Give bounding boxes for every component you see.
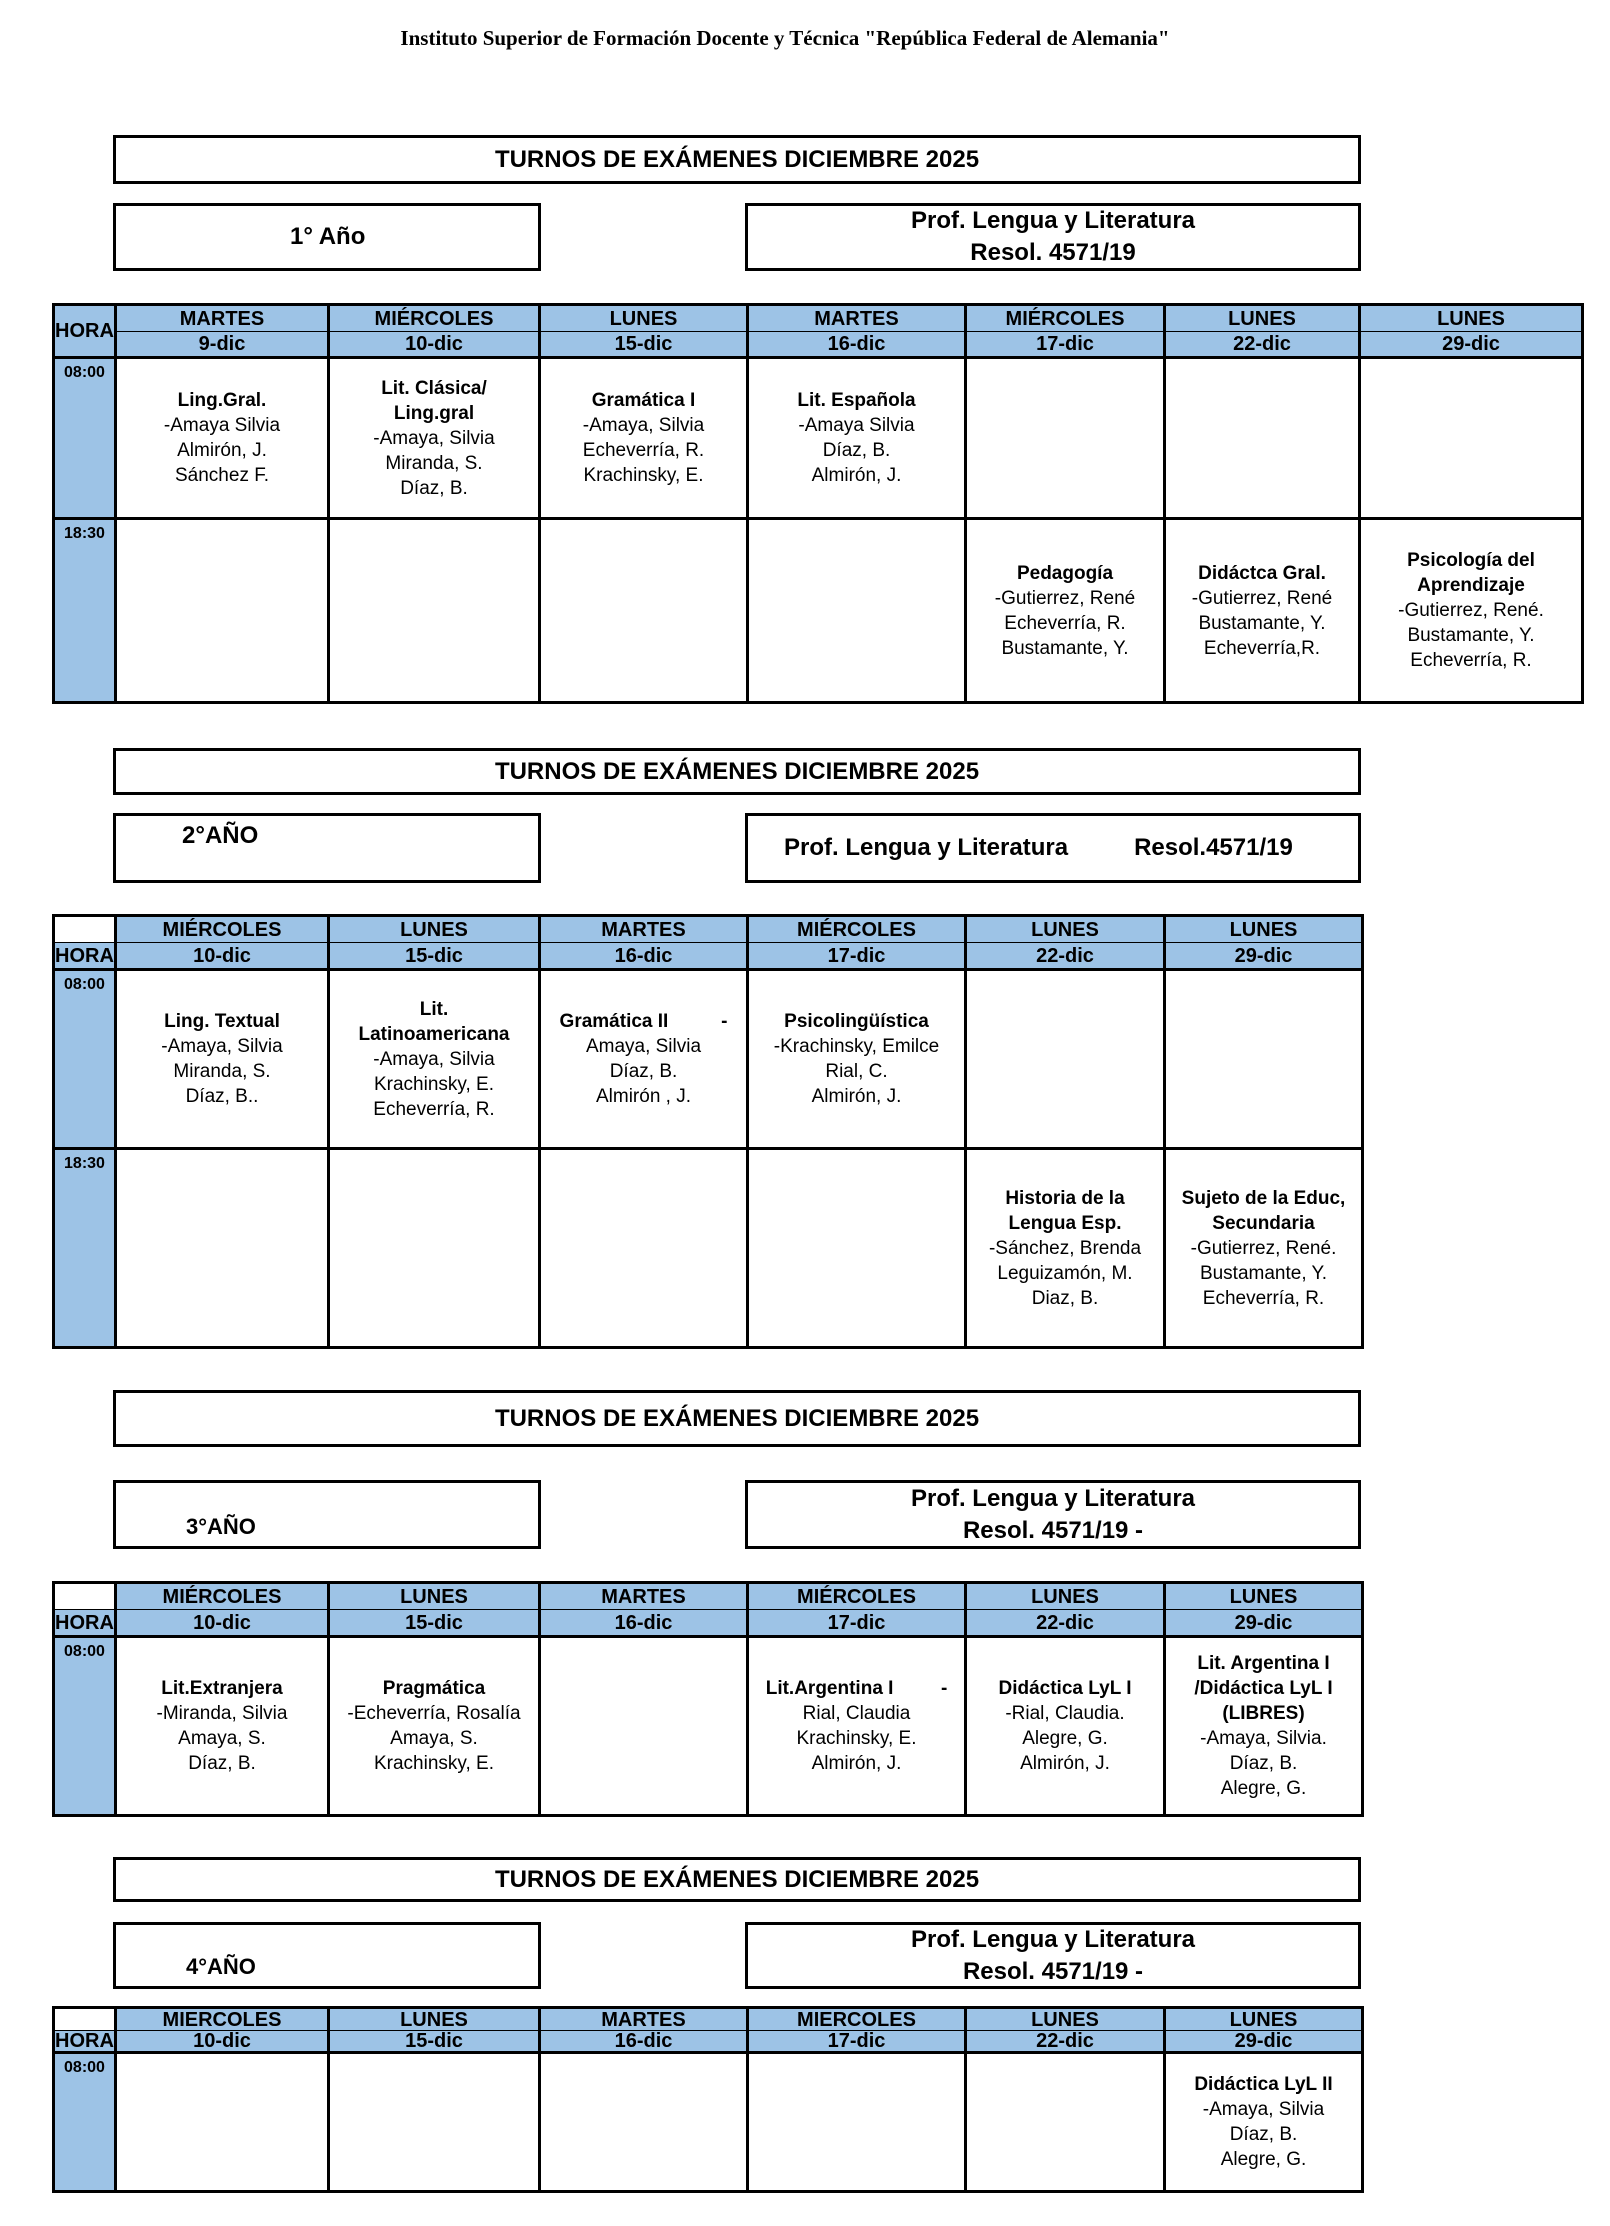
examiner: -Miranda, Silvia: [156, 1703, 288, 1724]
examiner: Echeverría, R.: [373, 1098, 495, 1120]
subject-name: (LIBRES): [1222, 1703, 1305, 1724]
time-slot: 08:00: [54, 970, 116, 1149]
day-header: LUNES: [966, 916, 1165, 943]
exam-cell-empty: [966, 2053, 1165, 2192]
day-header: LUNES: [1165, 305, 1360, 332]
exam-cell-empty: [116, 519, 329, 703]
date-header: 22-dic: [966, 943, 1165, 970]
examiner: -Krachinsky, Emilce: [773, 1036, 940, 1057]
examiner: Krachinsky, E.: [373, 1073, 495, 1095]
subject-name: Didáctica LyL II: [1194, 2074, 1333, 2095]
exam-cell-empty: [329, 2053, 540, 2192]
year-text: 3°AÑO: [186, 1514, 256, 1539]
subject-name: Historia de la: [1005, 1187, 1125, 1209]
examiner: Alegre, G.: [1220, 2149, 1307, 2170]
examiner: -Echeverría, Rosalía: [347, 1703, 521, 1724]
examiner: -Amaya Silvia: [798, 415, 915, 436]
examiner: -Gutierrez, René.: [1398, 600, 1544, 621]
exam-cell-empty: [116, 2053, 329, 2192]
day-header: MARTES: [748, 305, 966, 332]
exam-cell-empty: [540, 519, 748, 703]
examiner: Krachinsky, E.: [583, 465, 704, 486]
date-header: 10-dic: [116, 2031, 329, 2053]
examiner: Almirón, J.: [811, 1086, 902, 1107]
career-name: Prof. Lengua y Literatura: [910, 1925, 1196, 1953]
date-header: 15-dic: [329, 2031, 540, 2053]
examiner: Echeverría, R.: [1004, 612, 1126, 634]
time-slot: 18:30: [54, 1149, 116, 1348]
exam-cell: [116, 1637, 329, 1816]
subject-name: Secundaria: [1212, 1212, 1315, 1234]
day-header: MIÉRCOLES: [748, 916, 966, 943]
day-header: MIÉRCOLES: [116, 916, 329, 943]
career-box: [745, 1480, 1361, 1549]
hora-header: HORA: [54, 1610, 116, 1637]
day-header: MARTES: [540, 2008, 748, 2031]
subject-name: Psicolingüística: [784, 1011, 929, 1032]
day-header: LUNES: [966, 2008, 1165, 2031]
year-label: [113, 813, 541, 883]
subject-name: Sujeto de la Educ,: [1181, 1187, 1346, 1209]
examiner: Díaz, B.: [1229, 1753, 1298, 1774]
exam-cell-empty: [540, 1149, 748, 1348]
subject-name: Didáctica LyL I: [998, 1678, 1132, 1699]
subject-name: Lit.: [419, 998, 449, 1020]
date-header: 29-dic: [1165, 1610, 1363, 1637]
date-header: 22-dic: [966, 2031, 1165, 2053]
day-header: LUNES: [540, 305, 748, 332]
examiner: -Sánchez, Brenda: [988, 1237, 1142, 1259]
day-header: MIERCOLES: [116, 2008, 329, 2031]
exam-cell: [966, 1149, 1165, 1348]
exam-cell-empty: [966, 970, 1165, 1149]
exam-cell: [966, 519, 1165, 703]
institute-header: Instituto Superior de Formación Docente y Técnica "República Federal de Alemania": [400, 26, 1170, 50]
date-header: 15-dic: [540, 332, 748, 358]
subject-name: Ling.gral: [393, 402, 475, 424]
exam-cell-empty: [748, 2053, 966, 2192]
subject-name: Pedagogía: [1016, 562, 1114, 584]
examiner: Echeverría, R.: [582, 440, 705, 461]
exam-cell-empty: [540, 1637, 748, 1816]
date-header: 9-dic: [116, 332, 329, 358]
subject-name: Ling.Gral.: [177, 390, 267, 411]
career-resolution: Resol. 4571/19 -: [962, 1516, 1144, 1544]
examiner: Díaz, B.: [1229, 2124, 1298, 2145]
examiner: Díaz, B.: [188, 1753, 256, 1774]
exam-cell: [116, 970, 329, 1149]
date-header: 22-dic: [1165, 332, 1360, 358]
examiner: -Gutierrez, René: [994, 587, 1136, 609]
hora-header: HORA: [55, 2030, 114, 2052]
year-text: 1° Año: [290, 223, 366, 250]
exam-cell-empty: [1360, 358, 1583, 519]
date-header: 17-dic: [748, 943, 966, 970]
examiner: -Amaya, Silvia: [582, 415, 705, 436]
examiner: -Gutierrez, René: [1191, 587, 1333, 609]
date-header: 15-dic: [329, 943, 540, 970]
examiner: Leguizamón, M.: [997, 1262, 1133, 1284]
exam-cell: [1165, 1637, 1363, 1816]
date-header: 16-dic: [540, 1610, 748, 1637]
subject-name: Ling. Textual: [164, 1011, 280, 1032]
year-label: [113, 1922, 541, 1989]
schedule-table: [52, 914, 1364, 1349]
date-header: 29-dic: [1165, 943, 1363, 970]
time-slot: 08:00: [54, 1637, 116, 1816]
date-header: 10-dic: [116, 1610, 329, 1637]
subject-name: Gramática II -: [559, 1011, 728, 1032]
examiner: Amaya, Silvia: [585, 1036, 702, 1057]
examiner: -Amaya, Silvia: [373, 1048, 495, 1070]
exam-cell: [748, 1637, 966, 1816]
examiner: Echeverría,R.: [1203, 637, 1321, 659]
date-header: 16-dic: [540, 2031, 748, 2053]
exam-cell: [748, 970, 966, 1149]
exam-cell-empty: [329, 519, 540, 703]
exam-cell: [329, 970, 540, 1149]
examiner: Miranda, S.: [385, 452, 483, 474]
date-header: 29-dic: [1165, 2031, 1363, 2053]
career-name: Prof. Lengua y Literatura: [784, 834, 1069, 861]
examiner: Almirón, J.: [177, 440, 267, 461]
exam-cell: [540, 970, 748, 1149]
examiner: Echeverría, R.: [1202, 1287, 1325, 1309]
examiner: Rial, Claudia: [802, 1703, 911, 1724]
subject-name: Lit.Argentina I -: [765, 1678, 948, 1699]
exam-cell: [748, 358, 966, 519]
date-header: 17-dic: [748, 1610, 966, 1637]
block-title: TURNOS DE EXÁMENES DICIEMBRE 2025: [113, 1857, 1361, 1902]
schedule-table: [52, 303, 1584, 704]
year-label: [113, 203, 541, 271]
exam-cell-empty: [540, 2053, 748, 2192]
career-name: Prof. Lengua y Literatura: [910, 207, 1196, 234]
exam-cell-empty: [748, 519, 966, 703]
exam-cell: [966, 1637, 1165, 1816]
block-title: TURNOS DE EXÁMENES DICIEMBRE 2025: [113, 135, 1361, 184]
exam-cell-empty: [1165, 970, 1363, 1149]
date-header: 16-dic: [540, 943, 748, 970]
examiner: Krachinsky, E.: [796, 1728, 917, 1749]
examiner: Alegre, G.: [1022, 1728, 1108, 1749]
examiner: Díaz, B.: [822, 440, 891, 461]
examiner: Miranda, S.: [173, 1061, 271, 1082]
examiner: Almirón, J.: [811, 1753, 902, 1774]
date-header: 16-dic: [748, 332, 966, 358]
examiner: Alegre, G.: [1220, 1778, 1307, 1799]
exam-cell: [1165, 2053, 1363, 2192]
examiner: -Amaya, Silvia: [161, 1036, 283, 1057]
day-header: MARTES: [116, 305, 329, 332]
examiner: Bustamante, Y.: [1199, 1262, 1328, 1284]
examiner: -Gutierrez, René.: [1190, 1237, 1337, 1259]
date-header: 10-dic: [329, 332, 540, 358]
career-box: [745, 813, 1361, 883]
hora-header: HORA: [54, 305, 116, 358]
hora-spacer: [54, 1583, 116, 1610]
examiner: Díaz, B.: [400, 477, 468, 499]
examiner: Rial, C.: [825, 1061, 888, 1082]
subject-name: /Didáctica LyL I: [1194, 1678, 1333, 1699]
examiner: -Amaya, Silvia: [373, 427, 495, 449]
examiner: Almirón, J.: [1020, 1753, 1110, 1774]
exam-cell: [1165, 519, 1360, 703]
examiner: Díaz, B..: [185, 1086, 259, 1107]
subject-name: Lit. Española: [797, 390, 916, 411]
day-header: MARTES: [540, 916, 748, 943]
date-header: 29-dic: [1360, 332, 1583, 358]
exam-cell-empty: [1165, 358, 1360, 519]
day-header: LUNES: [1165, 1583, 1363, 1610]
career-name: Prof. Lengua y Literatura: [910, 1484, 1196, 1512]
year-label: [113, 1480, 541, 1549]
examiner: -Amaya, Silvia: [1202, 2099, 1325, 2120]
career-resolution: Resol. 4571/19: [970, 239, 1136, 266]
exam-cell: [540, 358, 748, 519]
career-resolution: Resol.4571/19: [1134, 834, 1293, 861]
exam-cell-empty: [748, 1149, 966, 1348]
exam-cell-empty: [329, 1149, 540, 1348]
examiner: Krachinsky, E.: [373, 1753, 495, 1774]
hora-header: HORA: [54, 943, 116, 970]
day-header: LUNES: [966, 1583, 1165, 1610]
day-header: MARTES: [540, 1583, 748, 1610]
examiner: -Rial, Claudia.: [1005, 1703, 1125, 1724]
exam-cell: [116, 358, 329, 519]
examiner: -Amaya, Silvia.: [1200, 1728, 1327, 1749]
examiner: Sánchez F.: [175, 465, 269, 486]
time-slot: 08:00: [54, 358, 116, 519]
examiner: Bustamante, Y.: [1407, 625, 1535, 646]
day-header: MIÉRCOLES: [116, 1583, 329, 1610]
exam-cell: [1165, 1149, 1363, 1348]
hora-spacer: [54, 916, 116, 943]
exam-cell: [329, 358, 540, 519]
date-header: 10-dic: [116, 943, 329, 970]
subject-name: Gramática I: [591, 390, 696, 411]
examiner: Echeverría, R.: [1410, 650, 1532, 671]
block-title: TURNOS DE EXÁMENES DICIEMBRE 2025: [113, 748, 1361, 795]
exam-cell-empty: [116, 1149, 329, 1348]
examiner: -Amaya Silvia: [163, 415, 281, 436]
day-header: LUNES: [1360, 305, 1583, 332]
day-header: MIÉRCOLES: [748, 1583, 966, 1610]
date-header: 17-dic: [748, 2031, 966, 2053]
career-box: [745, 203, 1361, 271]
day-header: MIERCOLES: [748, 2008, 966, 2031]
year-text: 2°AÑO: [182, 822, 259, 849]
examiner: Amaya, S.: [390, 1728, 478, 1749]
subject-name: Latinoamericana: [358, 1023, 510, 1045]
subject-name: Lit. Argentina I: [1197, 1653, 1330, 1674]
career-box: [745, 1922, 1361, 1989]
exam-cell-empty: [966, 358, 1165, 519]
day-header: MIÉRCOLES: [966, 305, 1165, 332]
day-header: LUNES: [329, 1583, 540, 1610]
schedule-table: [52, 2006, 1364, 2193]
examiner: Bustamante, Y.: [1198, 612, 1326, 634]
day-header: MIÉRCOLES: [329, 305, 540, 332]
day-header: LUNES: [1165, 916, 1363, 943]
subject-name: Didáctca Gral.: [1198, 562, 1326, 584]
subject-name: Lit. Clásica/: [381, 377, 487, 399]
subject-name: Aprendizaje: [1417, 575, 1525, 596]
examiner: Amaya, S.: [178, 1728, 266, 1749]
career-resolution: Resol. 4571/19 -: [962, 1957, 1144, 1985]
day-header: LUNES: [329, 916, 540, 943]
date-header: 22-dic: [966, 1610, 1165, 1637]
subject-name: Psicología del: [1407, 550, 1535, 571]
examiner: Almirón , J.: [595, 1086, 692, 1107]
subject-name: Lengua Esp.: [1008, 1212, 1122, 1234]
block-title: TURNOS DE EXÁMENES DICIEMBRE 2025: [113, 1390, 1361, 1447]
date-header: 17-dic: [966, 332, 1165, 358]
exam-cell: [329, 1637, 540, 1816]
day-header: LUNES: [1165, 2008, 1363, 2031]
year-text: 4°AÑO: [186, 1954, 256, 1979]
schedule-table: [52, 1581, 1364, 1817]
day-header: LUNES: [329, 2008, 540, 2031]
hora-spacer: [54, 2008, 116, 2031]
subject-name: Lit.Extranjera: [161, 1678, 283, 1699]
examiner: Bustamante, Y.: [1001, 637, 1129, 659]
time-slot: 08:00: [54, 2053, 116, 2192]
time-slot: 18:30: [54, 519, 116, 703]
examiner: Almirón, J.: [811, 465, 902, 486]
subject-name: Pragmática: [382, 1678, 486, 1699]
examiner: Díaz, B.: [609, 1061, 678, 1082]
examiner: Diaz, B.: [1031, 1287, 1099, 1309]
exam-cell: [1360, 519, 1583, 703]
date-header: 15-dic: [329, 1610, 540, 1637]
